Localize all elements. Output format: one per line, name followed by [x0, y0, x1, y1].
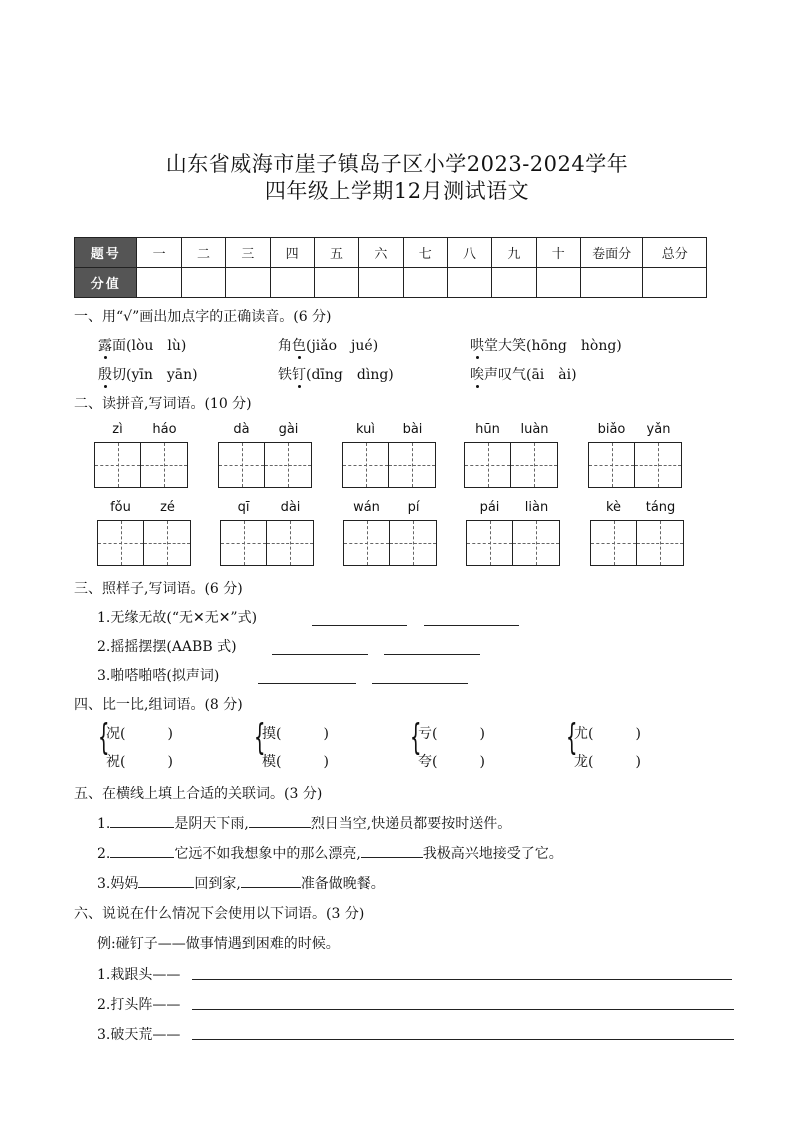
score-value-cell[interactable] — [580, 268, 642, 298]
score-header-cell: 五 — [314, 238, 358, 268]
answer-line[interactable] — [424, 624, 519, 626]
fill-blank[interactable] — [249, 813, 311, 828]
pinyin-label: qī — [237, 500, 250, 515]
dotted-char: 殷 — [98, 367, 112, 383]
brace-icon: { — [410, 717, 422, 758]
score-value-cell[interactable] — [447, 268, 491, 298]
tianzige-box[interactable] — [220, 520, 267, 566]
score-value-cell[interactable] — [643, 268, 707, 298]
answer-line[interactable] — [272, 653, 368, 655]
dotted-char: 色 — [292, 338, 306, 354]
pinyin-group — [466, 500, 561, 570]
score-header-cell: 卷面分 — [580, 238, 642, 268]
pinyin-label: pái — [479, 500, 500, 515]
score-header-cell: 二 — [181, 238, 225, 268]
section1-heading: 一、用“√”画出加点字的正确读音。(6 分) — [74, 309, 332, 325]
brace-icon: { — [254, 717, 266, 758]
dotted-char: 钉 — [292, 367, 306, 383]
section6-heading: 六、说说在什么情况下会使用以下词语。(3 分) — [74, 906, 365, 922]
tianzige-box[interactable] — [511, 442, 558, 488]
section5-heading: 五、在横线上填上合适的关联词。(3 分) — [74, 786, 323, 802]
pinyin-group — [220, 500, 315, 570]
tianzige-box[interactable] — [265, 442, 312, 488]
pinyin-label: zé — [160, 500, 175, 515]
fill-blank[interactable] — [110, 843, 174, 858]
pinyin-group — [464, 422, 559, 492]
idiom-item: 3.破天荒—— — [97, 1027, 181, 1043]
pronunciation-item[interactable]: 露面(lòu lù) — [98, 338, 187, 354]
pinyin-label: dài — [280, 500, 301, 515]
tianzige-box[interactable] — [466, 520, 513, 566]
word-pattern-item: 1.无缘无故(“无✕无✕”式) — [97, 610, 258, 626]
compare-word[interactable]: 祝( ) — [106, 754, 173, 770]
tianzige-box[interactable] — [637, 520, 684, 566]
pinyin-label: táng — [645, 500, 676, 515]
tianzige-box[interactable] — [342, 442, 389, 488]
paper-title-line1: 山东省威海市崖子镇岛子区小学2023-2024学年 — [165, 152, 629, 176]
compare-word[interactable]: 亏( ) — [418, 726, 485, 742]
pinyin-group — [590, 500, 685, 570]
score-header-cell: 六 — [359, 238, 403, 268]
score-value-cell[interactable] — [359, 268, 403, 298]
pinyin-label: zì — [112, 422, 123, 437]
pinyin-label: hūn — [475, 422, 500, 437]
pinyin-label: kè — [605, 500, 622, 515]
answer-line[interactable] — [258, 682, 356, 684]
pinyin-group — [218, 422, 313, 492]
score-header-cell: 三 — [226, 238, 270, 268]
pinyin-label: yǎn — [646, 422, 671, 437]
brace-icon: { — [98, 717, 110, 758]
fill-blank[interactable] — [241, 873, 301, 888]
tianzige-box[interactable] — [588, 442, 635, 488]
tianzige-box[interactable] — [590, 520, 637, 566]
conjunction-sentence: 2. 它远不如我想象中的那么漂亮, 我极高兴地接受了它。 — [97, 843, 563, 863]
score-row2-label: 分值 — [75, 268, 137, 298]
score-value-cell[interactable] — [270, 268, 314, 298]
answer-line[interactable] — [192, 978, 732, 980]
pronunciation-item[interactable]: 殷切(yīn yān) — [98, 367, 198, 383]
score-header-cell: 四 — [270, 238, 314, 268]
tianzige-box[interactable] — [464, 442, 511, 488]
score-header-cell: 一 — [137, 238, 181, 268]
pronunciation-item[interactable]: 角色(jiǎo jué) — [278, 338, 379, 354]
tianzige-box[interactable] — [218, 442, 265, 488]
pinyin-label: luàn — [520, 422, 549, 437]
word-pattern-item: 2.摇摇摆摆(AABB 式) — [97, 639, 237, 655]
score-header-row — [75, 238, 707, 268]
answer-line[interactable] — [312, 624, 407, 626]
answer-line[interactable] — [192, 1038, 734, 1040]
tianzige-box[interactable] — [513, 520, 560, 566]
pinyin-group — [97, 500, 192, 570]
score-header-cell: 八 — [447, 238, 491, 268]
fill-blank[interactable] — [138, 873, 194, 888]
pinyin-label: gài — [278, 422, 299, 437]
compare-word[interactable]: 夸( ) — [418, 754, 485, 770]
paper-title-line2: 四年级上学期12月测试语文 — [264, 179, 530, 203]
score-value-cell[interactable] — [181, 268, 225, 298]
compare-word[interactable]: 尤( ) — [574, 726, 641, 742]
pinyin-label: biǎo — [597, 422, 626, 437]
tianzige-box[interactable] — [389, 442, 436, 488]
answer-line[interactable] — [384, 653, 480, 655]
pinyin-label: liàn — [524, 500, 549, 515]
section4-heading: 四、比一比,组词语。(8 分) — [74, 697, 243, 713]
score-row1-label: 题号 — [75, 238, 137, 268]
fill-blank[interactable] — [361, 843, 423, 858]
answer-line[interactable] — [372, 682, 468, 684]
pronunciation-item[interactable]: 唉声叹气(āi ài) — [470, 367, 577, 383]
tianzige-box[interactable] — [343, 520, 390, 566]
section2-heading: 二、读拼音,写词语。(10 分) — [74, 396, 252, 412]
compare-word[interactable]: 模( ) — [262, 754, 329, 770]
pinyin-group — [588, 422, 683, 492]
tianzige-box[interactable] — [267, 520, 314, 566]
compare-word[interactable]: 龙( ) — [574, 754, 641, 770]
pinyin-group — [94, 422, 189, 492]
pinyin-group — [343, 500, 438, 570]
tianzige-box[interactable] — [390, 520, 437, 566]
tianzige-box[interactable] — [635, 442, 682, 488]
tianzige-box[interactable] — [97, 520, 144, 566]
answer-line[interactable] — [192, 1008, 734, 1010]
pinyin-label: háo — [152, 422, 177, 437]
pinyin-label: wán — [353, 500, 380, 515]
tianzige-box[interactable] — [144, 520, 191, 566]
pinyin-label: fǒu — [110, 500, 131, 515]
pinyin-label: dà — [233, 422, 250, 437]
pronunciation-item[interactable]: 铁钉(dīng dìng) — [278, 367, 394, 383]
section3-heading: 三、照样子,写词语。(6 分) — [74, 581, 243, 597]
score-value-cell[interactable] — [226, 268, 270, 298]
pronunciation-item[interactable]: 哄堂大笑(hōng hòng) — [470, 338, 622, 354]
score-header-cell: 七 — [403, 238, 447, 268]
score-value-cell[interactable] — [403, 268, 447, 298]
pinyin-group — [342, 422, 437, 492]
score-header-cell: 十 — [536, 238, 580, 268]
fill-blank[interactable] — [110, 813, 174, 828]
brace-icon: { — [566, 717, 578, 758]
word-pattern-item: 3.啪嗒啪嗒(拟声词) — [97, 668, 220, 684]
idiom-item: 2.打头阵—— — [97, 997, 181, 1013]
pinyin-row-1 — [94, 422, 744, 492]
score-header-cell: 九 — [492, 238, 536, 268]
dotted-char: 露 — [98, 338, 112, 354]
score-value-cell[interactable] — [536, 268, 580, 298]
score-value-cell[interactable] — [137, 268, 181, 298]
score-header-cell: 总分 — [643, 238, 707, 268]
conjunction-sentence: 1. 是阴天下雨, 烈日当空,快递员都要按时送件。 — [97, 813, 511, 833]
tianzige-box[interactable] — [141, 442, 188, 488]
pinyin-label: kuì — [356, 422, 375, 437]
dotted-char: 唉 — [470, 367, 484, 383]
score-value-row — [75, 268, 707, 298]
tianzige-box[interactable] — [94, 442, 141, 488]
conjunction-sentence: 3.妈妈 回到家, 准备做晚餐。 — [97, 873, 385, 893]
example-sentence: 例:碰钉子——做事情遇到困难的时候。 — [97, 936, 340, 952]
compare-word[interactable]: 摸( ) — [262, 726, 329, 742]
pinyin-label: bài — [402, 422, 423, 437]
idiom-item: 1.栽跟头—— — [97, 967, 181, 983]
score-value-cell[interactable] — [492, 268, 536, 298]
compare-word[interactable]: 况( ) — [106, 726, 173, 742]
dotted-char: 哄 — [470, 338, 484, 354]
score-table — [74, 237, 707, 298]
score-value-cell[interactable] — [314, 268, 358, 298]
pinyin-label: pí — [407, 500, 420, 515]
pinyin-row-2 — [94, 500, 744, 570]
